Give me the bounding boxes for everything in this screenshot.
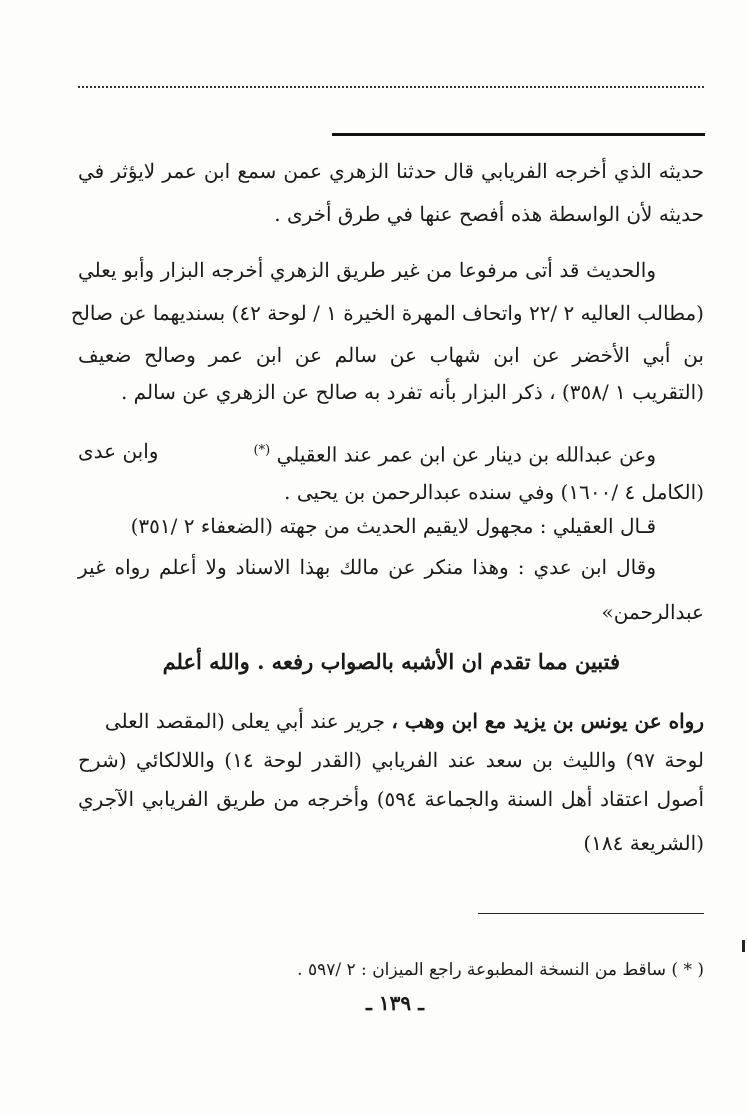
text-line: حديثه الذي أخرجه الفريابي قال حدثنا الزهري عمن سمع ابن عمر لايؤثر في xyxy=(78,159,704,183)
text-line xyxy=(254,437,656,469)
text-line: وابن عدى xyxy=(78,439,159,463)
text-line: (الشريعة ١٨٤) xyxy=(583,831,704,855)
text-line: أصول اعتقاد أهل السنة والجماعة ٥٩٤) وأخرجه من طريق الفريابي الآجري xyxy=(78,787,705,811)
text-run: وعن عبدالله بن دينار عن ابن عمر عند العقيلي xyxy=(276,442,656,467)
conclusion-heading: فتبين مما تقدم ان الأشبه بالصواب رفعه . والله أعلم xyxy=(162,649,620,674)
text-line: قـال العقيلي : مجهول لايقيم الحديث من جهته (الضعفاء ٢ /٣٥١) xyxy=(130,514,656,538)
edge-mark xyxy=(742,940,745,952)
text-line: عبدالرحمن» xyxy=(601,600,704,624)
text-line: والحديث قد أتى مرفوعا من غير طريق الزهري أخرجه البزار وأبو يعلي xyxy=(78,258,656,282)
text-line: (الكامل ٤ /١٦٠٠) وفي سنده عبدالرحمن بن يحيى . xyxy=(284,480,704,504)
text-line: بن أبي الأخضر عن ابن شهاب عن سالم عن ابن عمر وصالح ضعيف xyxy=(78,343,704,367)
footnote: ( * ) ساقط من النسخة المطبوعة راجع الميزان : ٢ /٥٩٧ . xyxy=(297,960,704,980)
bold-lead: رواه عن يونس بن يزيد مع ابن وهب ، xyxy=(391,709,704,733)
text-line: لوحة ٩٧) والليث بن سعد عند الفريابي (القدر لوحة ١٤) واللالكائي (شرح xyxy=(78,748,704,772)
text-run: جرير عند أبي يعلى (المقصد العلى xyxy=(104,709,385,733)
text-line: وقال ابن عدي : وهذا منكر عن مالك بهذا الاسناد ولا أعلم رواه غير xyxy=(78,555,656,579)
page-number: ـ ١٣٩ ـ xyxy=(366,991,424,1015)
text-line: (التقريب ١ /٣٥٨) ، ذكر البزار بأنه تفرد به صالح عن الزهري عن سالم . xyxy=(120,380,704,404)
text-line: حديثه لأن الواسطة هذه أفصح عنها في طرق أخرى . xyxy=(274,202,704,226)
text-line: (مطالب العاليه ٢ /٢٢ واتحاف المهرة الخيرة ١ / لوحة ٤٢) بسنديهما عن صالح xyxy=(70,301,704,325)
heavy-separator xyxy=(332,133,705,136)
dotted-separator xyxy=(78,86,704,88)
text-line xyxy=(105,707,704,735)
footnote-separator xyxy=(478,913,704,914)
footnote-marker: (*) xyxy=(253,443,271,458)
